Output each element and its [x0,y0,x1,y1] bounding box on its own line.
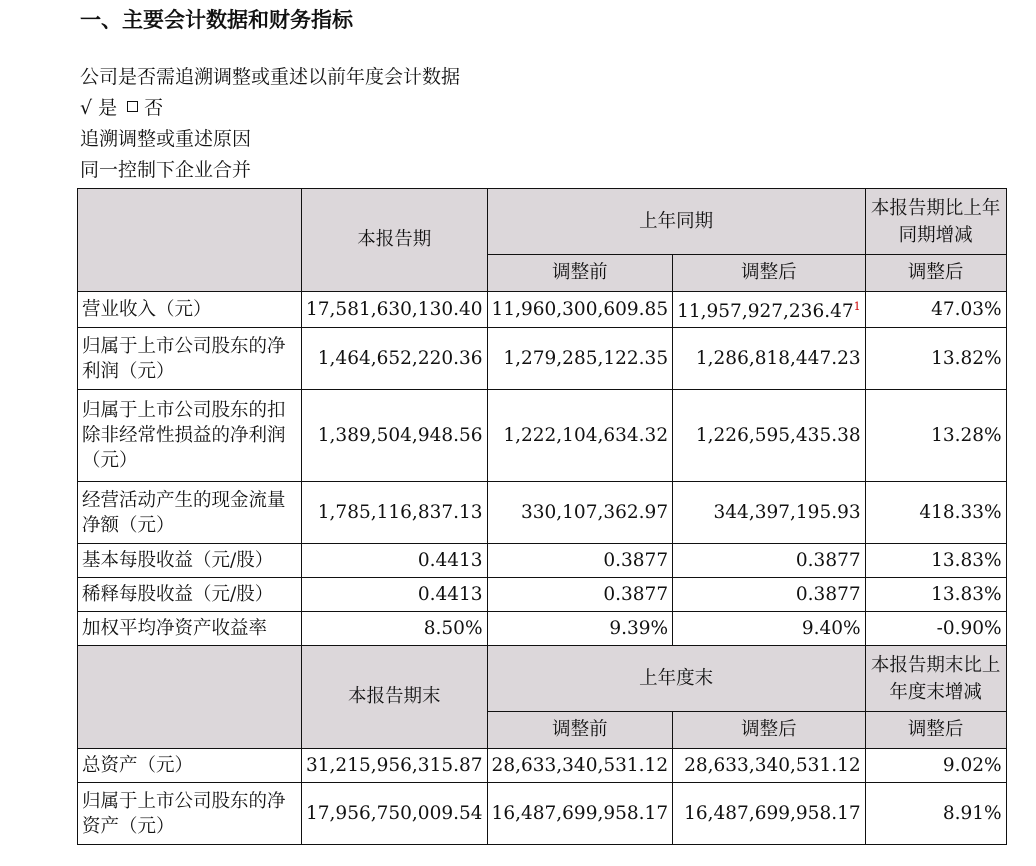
row-label: 总资产（元） [78,749,302,783]
cell-after-value: 11,957,927,236.47 [677,301,854,322]
cell-after: 1,226,595,435.38 [673,390,866,482]
restatement-question: 公司是否需追溯调整或重述以前年度会计数据 [80,66,461,88]
table1-corner-cell [78,189,302,292]
table2-header-current: 本报告期末 [302,646,488,749]
cell-before: 28,633,340,531.12 [487,749,673,783]
table2-header-prior: 上年度末 [487,646,865,712]
cell-after [673,292,866,328]
row-label: 稀释每股收益（元/股） [78,578,302,612]
table-row [78,292,1007,328]
cell-after: 0.3877 [673,544,866,578]
table2-header-row [78,646,1007,712]
table-row [78,390,1007,482]
cell-before: 16,487,699,958.17 [487,783,673,845]
financial-data-table [77,188,1007,845]
row-label: 归属于上市公司股东的扣除非经常性损益的净利润（元） [78,390,302,482]
empty-checkbox-icon [127,101,138,112]
no-label: 否 [144,97,164,119]
table2-header-change: 本报告期末比上年度末增减 [865,646,1006,712]
cell-current: 31,215,956,315.87 [302,749,488,783]
table-row [78,544,1007,578]
cell-change: 418.33% [865,482,1006,544]
table1-subheader-before: 调整前 [487,255,673,292]
checked-yes-label: √ 是 [80,97,118,119]
table1-header-change: 本报告期比上年同期增减 [865,189,1006,255]
cell-before: 0.3877 [487,578,673,612]
cell-before: 0.3877 [487,544,673,578]
cell-change: 9.02% [865,749,1006,783]
table-row [78,328,1007,390]
table2-subheader-after: 调整后 [673,712,866,749]
table1-header-row [78,189,1007,255]
cell-after: 16,487,699,958.17 [673,783,866,845]
cell-change: 13.82% [865,328,1006,390]
cell-before: 11,960,300,609.85 [487,292,673,328]
cell-current: 17,956,750,009.54 [302,783,488,845]
row-label: 归属于上市公司股东的净利润（元） [78,328,302,390]
table1-header-prior: 上年同期 [487,189,865,255]
cell-current: 17,581,630,130.40 [302,292,488,328]
cell-current: 1,785,116,837.13 [302,482,488,544]
cell-before: 1,279,285,122.35 [487,328,673,390]
row-label: 经营活动产生的现金流量净额（元） [78,482,302,544]
cell-change: 47.03% [865,292,1006,328]
row-label: 基本每股收益（元/股） [78,544,302,578]
cell-current: 1,389,504,948.56 [302,390,488,482]
cell-change: 8.91% [865,783,1006,845]
table1-header-current: 本报告期 [302,189,488,292]
cell-before: 1,222,104,634.32 [487,390,673,482]
cell-current: 0.4413 [302,578,488,612]
cell-after: 28,633,340,531.12 [673,749,866,783]
table-row [78,482,1007,544]
cell-change: 13.28% [865,390,1006,482]
footnote-marker[interactable]: 1 [853,300,861,313]
cell-current: 1,464,652,220.36 [302,328,488,390]
row-label: 营业收入（元） [78,292,302,328]
row-label: 加权平均净资产收益率 [78,612,302,646]
section-heading: 一、主要会计数据和财务指标 [80,8,353,32]
table-row [78,612,1007,646]
table2-corner-cell [78,646,302,749]
row-label: 归属于上市公司股东的净资产（元） [78,783,302,845]
table-row [78,578,1007,612]
cell-change: 13.83% [865,578,1006,612]
cell-after: 0.3877 [673,578,866,612]
table2-subheader-change: 调整后 [865,712,1006,749]
restatement-reason-value: 同一控制下企业合并 [80,159,252,181]
cell-before: 330,107,362.97 [487,482,673,544]
table2-subheader-before: 调整前 [487,712,673,749]
cell-after: 9.40% [673,612,866,646]
cell-before: 9.39% [487,612,673,646]
cell-current: 0.4413 [302,544,488,578]
cell-change: 13.83% [865,544,1006,578]
restatement-checkbox-line [80,93,163,120]
table1-subheader-change: 调整后 [865,255,1006,292]
table1-subheader-after: 调整后 [673,255,866,292]
table-row [78,783,1007,845]
cell-change: -0.90% [865,612,1006,646]
cell-after: 1,286,818,447.23 [673,328,866,390]
cell-after: 344,397,195.93 [673,482,866,544]
table-row [78,749,1007,783]
restatement-reason-label: 追溯调整或重述原因 [80,128,252,150]
cell-current: 8.50% [302,612,488,646]
